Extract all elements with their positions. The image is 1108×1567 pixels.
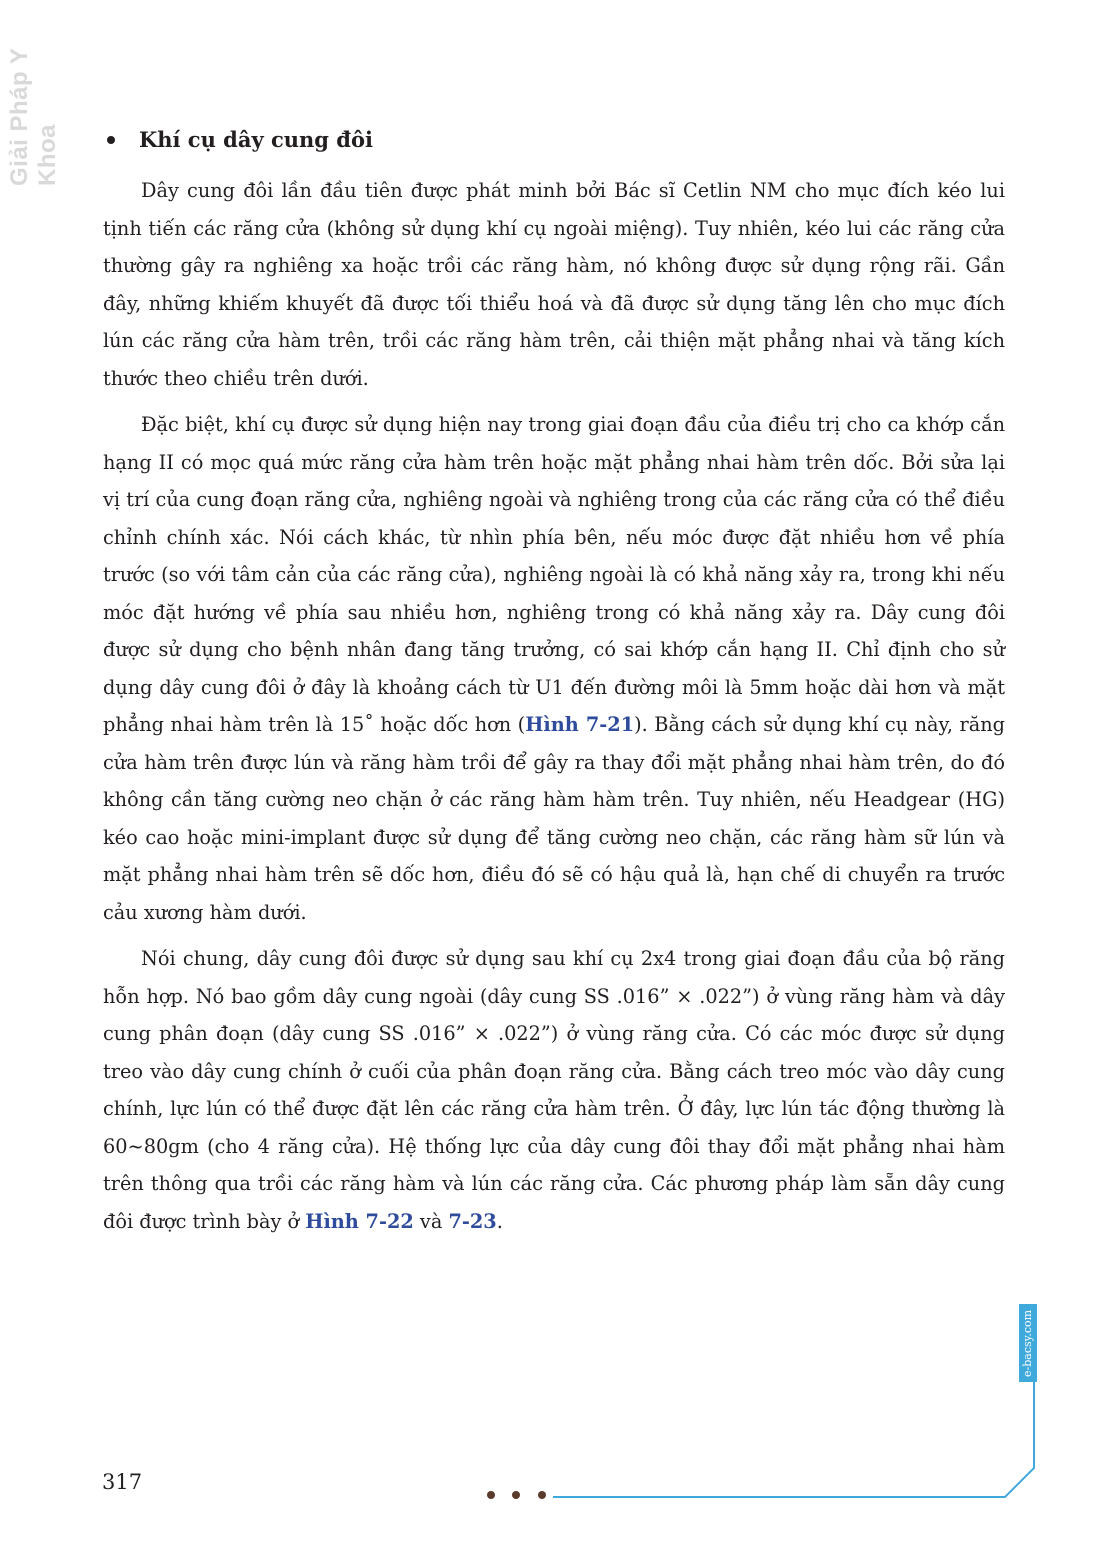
section-heading [103,122,1005,158]
paragraph-text: Đặc biệt, khí cụ được sử dụng hiện nay trong giai đoạn đầu của điều trị cho ca khớp cắn hạng II có mọc quá mức răng cửa hàm trên hoặc mặt phẳng nhai hàm trên dốc. Bởi sửa lại vị trí của cung đoạn răng cửa, nghiêng ngoài và nghiêng trong của các răng cửa có thể điều chỉnh chính xác. Nói cách khác, từ nhìn phía bên, nếu móc được đặt nhiều hơn về phía trước (so với tâm cản của các răng cửa), nghiêng ngoài là có khả năng xảy ra, trong khi nếu móc đặt hướng về phía sau nhiều hơn, nghiêng trong có khả năng xảy ra. Dây cung đôi được sử dụng cho bệnh nhân đang tăng trưởng, có sai khớp cắn hạng II. Chỉ định cho sử dụng dây cung đôi ở đây là khoảng cách từ U1 đến đường môi là 5mm hoặc dài hơn và mặt phẳng nhai hàm trên là 15˚ hoặc dốc hơn ( [103,413,1005,736]
bullet-icon [107,136,115,144]
figure-reference-link[interactable]: Hình 7-22 [305,1209,414,1233]
body-paragraph [103,406,1005,931]
page-number: 317 [102,1470,143,1494]
decorative-dot-icon [538,1491,546,1499]
decorative-dot-icon [512,1491,520,1499]
paragraph-text: ). Bằng cách sử dụng khí cụ này, răng cửa hàm trên được lún và răng hàm trồi để gây ra thay đổi mặt phẳng nhai hàm trên, do đó không cần tăng cường neo chặn ở các răng hàm hàm trên. Tuy nhiên, nếu Headgear (HG) kéo cao hoặc mini-implant được sử dụng để tăng cường neo chặn, các răng hàm sữ lún và mặt phẳng nhai hàm trên sẽ dốc hơn, điều đó sẽ có hậu quả là, hạn chế di chuyển ra trước cảu xương hàm dưới. [103,713,1006,924]
body-paragraph [103,940,1005,1240]
paragraph-text: . [496,1209,503,1233]
watermark-text: Giải Pháp Y Khoa [6,47,61,186]
decorative-dot-icon [487,1491,495,1499]
site-tag-label: e-bacsy.com [1019,1304,1037,1382]
paragraph-text: Dây cung đôi lần đầu tiên được phát minh bởi Bác sĩ Cetlin NM cho mục đích kéo lui tịnh tiến các răng cửa (không sử dụng khí cụ ngoài miệng). Tuy nhiên, kéo lui các răng cửa thường gây ra nghiêng xa hoặc trồi các răng hàm, nó không được sử dụng rộng rãi. Gần đây, những khiếm khuyết đã được tối thiểu hoá và đã được sử dụng tăng lên cho mục đích lún các răng cửa hàm trên, trồi các răng hàm trên, cải thiện mặt phẳng nhai và tăng kích thước theo chiều trên dưới. [103,179,1005,390]
paragraph-text: Nói chung, dây cung đôi được sử dụng sau khí cụ 2x4 trong giai đoạn đầu của bộ răng hỗn hợp. Nó bao gồm dây cung ngoài (dây cung SS .016” × .022”) ở vùng răng hàm và dây cung phân đoạn (dây cung SS .016” × .022”) ở vùng răng cửa. Có các móc được sử dụng treo vào dây cung chính ở cuối của phân đoạn răng cửa. Bằng cách treo móc vào dây cung chính, lực lún có thể được đặt lên các răng cửa hàm trên. Ở đây, lực lún tác động thường là 60~80gm (cho 4 răng cửa). Hệ thống lực của dây cung đôi thay đổi mặt phẳng nhai hàm trên thông qua trồi các răng hàm và lún các răng cửa. Các phương pháp làm sẵn dây cung đôi được trình bày ở [103,947,1005,1233]
body-paragraph [103,172,1005,397]
figure-reference-link[interactable]: Hình 7-21 [525,713,635,736]
figure-reference-link[interactable]: 7-23 [448,1209,497,1233]
body-text [103,172,1005,1240]
section-heading-text: Khí cụ dây cung đôi [139,127,373,152]
paragraph-text: và [413,1209,449,1233]
page-content [103,122,1005,1249]
